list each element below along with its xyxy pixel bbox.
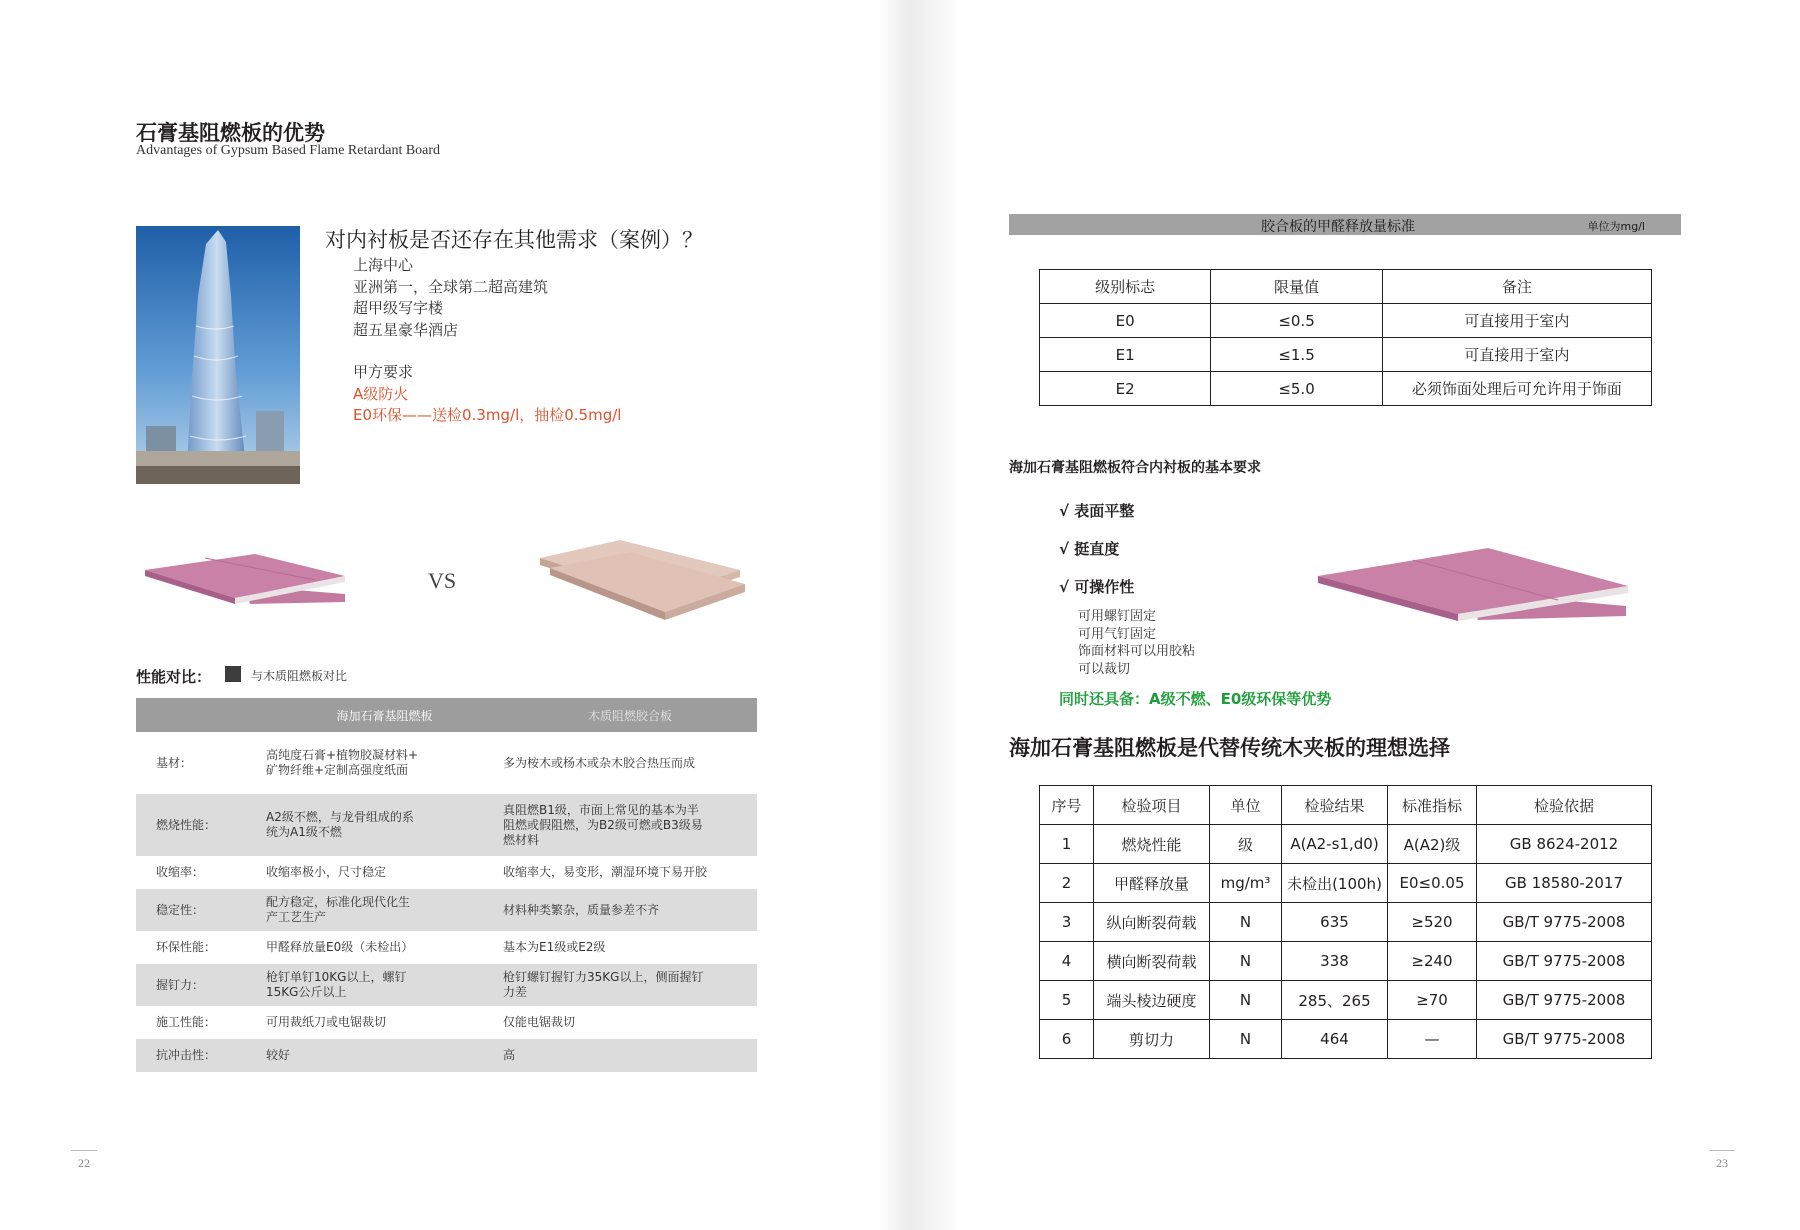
table-cell: N bbox=[1210, 1020, 1282, 1059]
table-cell-gypsum: 甲醛释放量E0级（未检出） bbox=[266, 940, 414, 954]
table-cell: GB/T 9775-2008 bbox=[1477, 942, 1652, 981]
table-cell: 1 bbox=[1040, 825, 1094, 864]
table-cell-label: 握钉力： bbox=[136, 964, 266, 1006]
table-row bbox=[1040, 864, 1652, 903]
table-cell: 可直接用于室内 bbox=[1382, 304, 1651, 338]
table-cell: ≤1.5 bbox=[1211, 338, 1382, 372]
table-cell-wood: 枪钉螺钉握钉力35KG以上，侧面握钉 力差 bbox=[503, 964, 757, 1006]
table-cell: 635 bbox=[1282, 903, 1388, 942]
table-header-cell: 单位 bbox=[1210, 786, 1282, 825]
sub-item: 饰面材料可以用胶粘 bbox=[1078, 644, 1196, 659]
table-cell-wood: 多为桉木或杨木或杂木胶合热压而成 bbox=[503, 755, 696, 770]
table-cell: 464 bbox=[1282, 1020, 1388, 1059]
table-header-row bbox=[1040, 786, 1652, 825]
table-cell-label: 收缩率： bbox=[156, 865, 205, 879]
table-cell: ≥520 bbox=[1388, 903, 1477, 942]
page-number: 23 bbox=[1716, 1156, 1728, 1170]
formaldehyde-standard-header bbox=[1009, 214, 1681, 235]
table-cell: 5 bbox=[1040, 981, 1094, 1020]
check-item: √ 可操作性 bbox=[1059, 578, 1135, 596]
table-cell: E2 bbox=[1040, 372, 1211, 406]
performance-legend: 与木质阻燃板对比 bbox=[251, 669, 348, 683]
table-cell: A(A2)级 bbox=[1388, 825, 1477, 864]
requirements-title: 海加石膏基阻燃板符合内衬板的基本要求 bbox=[1009, 460, 1261, 476]
table-cell: 6 bbox=[1040, 1020, 1094, 1059]
case-description bbox=[353, 255, 621, 427]
table-row bbox=[1040, 825, 1652, 864]
table-row bbox=[1040, 981, 1652, 1020]
table-header-cell: 备注 bbox=[1382, 270, 1651, 304]
table-cell: GB 18580-2017 bbox=[1477, 864, 1652, 903]
page-number: 22 bbox=[78, 1156, 90, 1170]
table-cell: 未检出(100h) bbox=[1282, 864, 1388, 903]
table-cell: 纵向断裂荷载 bbox=[1094, 903, 1210, 942]
table-row bbox=[136, 889, 757, 931]
table-header-cell: 级别标志 bbox=[1040, 270, 1211, 304]
table-cell-label: 燃烧性能： bbox=[136, 794, 266, 856]
table-row bbox=[136, 856, 757, 889]
page-number-rule bbox=[71, 1150, 97, 1151]
table-cell: ≤5.0 bbox=[1211, 372, 1382, 406]
operability-sub-items bbox=[1078, 608, 1195, 678]
gypsum-board-image bbox=[1318, 544, 1628, 638]
comparison-table bbox=[136, 698, 757, 1072]
wood-board-image bbox=[540, 540, 745, 629]
shanghai-tower-photo bbox=[136, 226, 300, 484]
table-cell: 338 bbox=[1282, 942, 1388, 981]
table-cell-wood: 真阻燃B1级，市面上常见的基本为半 阻燃或假阻燃，为B2级可燃或B3级易 燃材料 bbox=[503, 794, 757, 856]
case-question: 对内衬板是否还存在其他需求（案例）？ bbox=[325, 228, 703, 252]
table-header-cell: 木质阻燃胶合板 bbox=[503, 698, 757, 732]
table-cell-gypsum: 配方稳定，标准化现代化生 产工艺生产 bbox=[266, 889, 503, 931]
table-cell: 2 bbox=[1040, 864, 1094, 903]
table-cell: E1 bbox=[1040, 338, 1211, 372]
table-cell: GB/T 9775-2008 bbox=[1477, 981, 1652, 1020]
table-header-cell: 检验结果 bbox=[1282, 786, 1388, 825]
case-line: 亚洲第一，全球第二超高建筑 bbox=[353, 277, 549, 296]
table-row bbox=[1040, 338, 1652, 372]
table-cell: 端头棱边硬度 bbox=[1094, 981, 1210, 1020]
table-cell: GB 8624-2012 bbox=[1477, 825, 1652, 864]
check-item: √ 表面平整 bbox=[1059, 502, 1135, 520]
table-cell: 级 bbox=[1210, 825, 1282, 864]
formaldehyde-unit: 单位为mg/l bbox=[1587, 220, 1645, 233]
page-title-en: Advantages of Gypsum Based Flame Retardant Board bbox=[136, 143, 441, 158]
table-cell-gypsum: 可用裁纸刀或电锯裁切 bbox=[266, 1015, 387, 1029]
table-cell-gypsum: 收缩率极小，尺寸稳定 bbox=[266, 865, 387, 879]
table-row bbox=[136, 964, 757, 1006]
table-cell: A(A2-s1,d0) bbox=[1282, 825, 1388, 864]
table-cell: GB/T 9775-2008 bbox=[1477, 903, 1652, 942]
table-cell-wood: 高 bbox=[503, 1039, 757, 1072]
sub-item: 可用螺钉固定 bbox=[1078, 609, 1157, 624]
table-cell-gypsum: 较好 bbox=[266, 1039, 503, 1072]
table-cell-wood: 收缩率大，易变形，潮湿环境下易开胶 bbox=[503, 865, 708, 879]
table-cell: 3 bbox=[1040, 903, 1094, 942]
sub-item: 可用气钉固定 bbox=[1078, 626, 1157, 642]
table-row bbox=[1040, 304, 1652, 338]
table-header-row bbox=[1040, 270, 1652, 304]
table-row bbox=[136, 1039, 757, 1072]
table-cell-gypsum: A2级不燃，与龙骨组成的系 统为A1级不燃 bbox=[266, 794, 503, 856]
table-row bbox=[136, 931, 757, 964]
table-cell-label: 环保性能： bbox=[156, 940, 217, 954]
formaldehyde-table bbox=[1039, 269, 1652, 406]
performance-label: 性能对比： bbox=[136, 668, 212, 686]
book-spine-shadow bbox=[880, 0, 960, 1230]
client-requirement-env: E0环保——送检0.3mg/l，抽检0.5mg/l bbox=[353, 406, 622, 424]
table-header-cell: 限量值 bbox=[1211, 270, 1382, 304]
table-row bbox=[136, 732, 757, 794]
table-cell-label: 基材： bbox=[156, 755, 193, 770]
table-cell: N bbox=[1210, 981, 1282, 1020]
table-cell: 燃烧性能 bbox=[1094, 825, 1210, 864]
table-header-cell: 检验依据 bbox=[1477, 786, 1652, 825]
table-cell-wood: 基本为E1级或E2级 bbox=[503, 940, 606, 954]
client-requirement-fire: A级防火 bbox=[353, 384, 409, 403]
client-requirement-label: 甲方要求 bbox=[353, 363, 414, 381]
table-row bbox=[136, 1006, 757, 1039]
table-row bbox=[1040, 942, 1652, 981]
table-cell-label: 施工性能： bbox=[156, 1015, 217, 1029]
table-cell: mg/m³ bbox=[1210, 864, 1282, 903]
table-cell: ≥70 bbox=[1388, 981, 1477, 1020]
formaldehyde-standard-title: 胶合板的甲醛释放量标准 bbox=[1261, 219, 1415, 235]
table-cell: N bbox=[1210, 942, 1282, 981]
sub-item: 可以裁切 bbox=[1078, 661, 1131, 677]
table-cell: 剪切力 bbox=[1094, 1020, 1210, 1059]
table-cell: 甲醛释放量 bbox=[1094, 864, 1210, 903]
table-cell-wood: 材料种类繁杂，质量参差不齐 bbox=[503, 889, 757, 931]
table-cell: E0 bbox=[1040, 304, 1211, 338]
table-cell: ≥240 bbox=[1388, 942, 1477, 981]
table-cell: — bbox=[1388, 1020, 1477, 1059]
check-item: √ 挺直度 bbox=[1059, 540, 1120, 558]
table-header-row bbox=[136, 698, 757, 732]
gypsum-board-image bbox=[145, 550, 350, 624]
table-cell: ≤0.5 bbox=[1211, 304, 1382, 338]
legend-swatch bbox=[225, 666, 241, 682]
table-cell-gypsum: 枪钉单钉10KG以上，螺钉 15KG公斤以上 bbox=[266, 964, 503, 1006]
table-row bbox=[1040, 372, 1652, 406]
table-header-cell bbox=[136, 698, 266, 732]
table-row bbox=[1040, 1020, 1652, 1059]
test-results-table bbox=[1039, 785, 1652, 1059]
vs-label: VS bbox=[428, 568, 457, 593]
table-cell: 必须饰面处理后可允许用于饰面 bbox=[1382, 372, 1651, 406]
table-row bbox=[1040, 903, 1652, 942]
table-cell-wood: 仅能电锯裁切 bbox=[503, 1015, 576, 1029]
case-line: 上海中心 bbox=[353, 256, 414, 274]
case-line: 超五星豪华酒店 bbox=[353, 320, 459, 339]
table-cell: E0≤0.05 bbox=[1388, 864, 1477, 903]
case-line: 超甲级写字楼 bbox=[353, 299, 444, 317]
table-row bbox=[136, 794, 757, 856]
table-header-cell: 标准指标 bbox=[1388, 786, 1477, 825]
ideal-choice-title: 海加石膏基阻燃板是代替传统木夹板的理想选择 bbox=[1009, 736, 1450, 760]
table-cell: GB/T 9775-2008 bbox=[1477, 1020, 1652, 1059]
page-number-rule bbox=[1709, 1150, 1735, 1151]
table-cell: 横向断裂荷载 bbox=[1094, 942, 1210, 981]
table-cell-label: 抗冲击性： bbox=[136, 1039, 266, 1072]
advantage-note: 同时还具备：A级不燃、E0级环保等优势 bbox=[1059, 690, 1332, 708]
table-cell-label: 稳定性： bbox=[136, 889, 266, 931]
table-header-cell: 检验项目 bbox=[1094, 786, 1210, 825]
page-title-cn: 石膏基阻燃板的优势 bbox=[136, 121, 325, 145]
table-header-cell: 海加石膏基阻燃板 bbox=[266, 698, 503, 732]
table-cell: 285、265 bbox=[1282, 981, 1388, 1020]
table-cell: N bbox=[1210, 903, 1282, 942]
table-header-cell: 序号 bbox=[1040, 786, 1094, 825]
table-cell-gypsum: 高纯度石膏+植物胶凝材料+ 矿物纤维+定制高强度纸面 bbox=[266, 748, 419, 777]
table-cell: 可直接用于室内 bbox=[1382, 338, 1651, 372]
table-cell: 4 bbox=[1040, 942, 1094, 981]
